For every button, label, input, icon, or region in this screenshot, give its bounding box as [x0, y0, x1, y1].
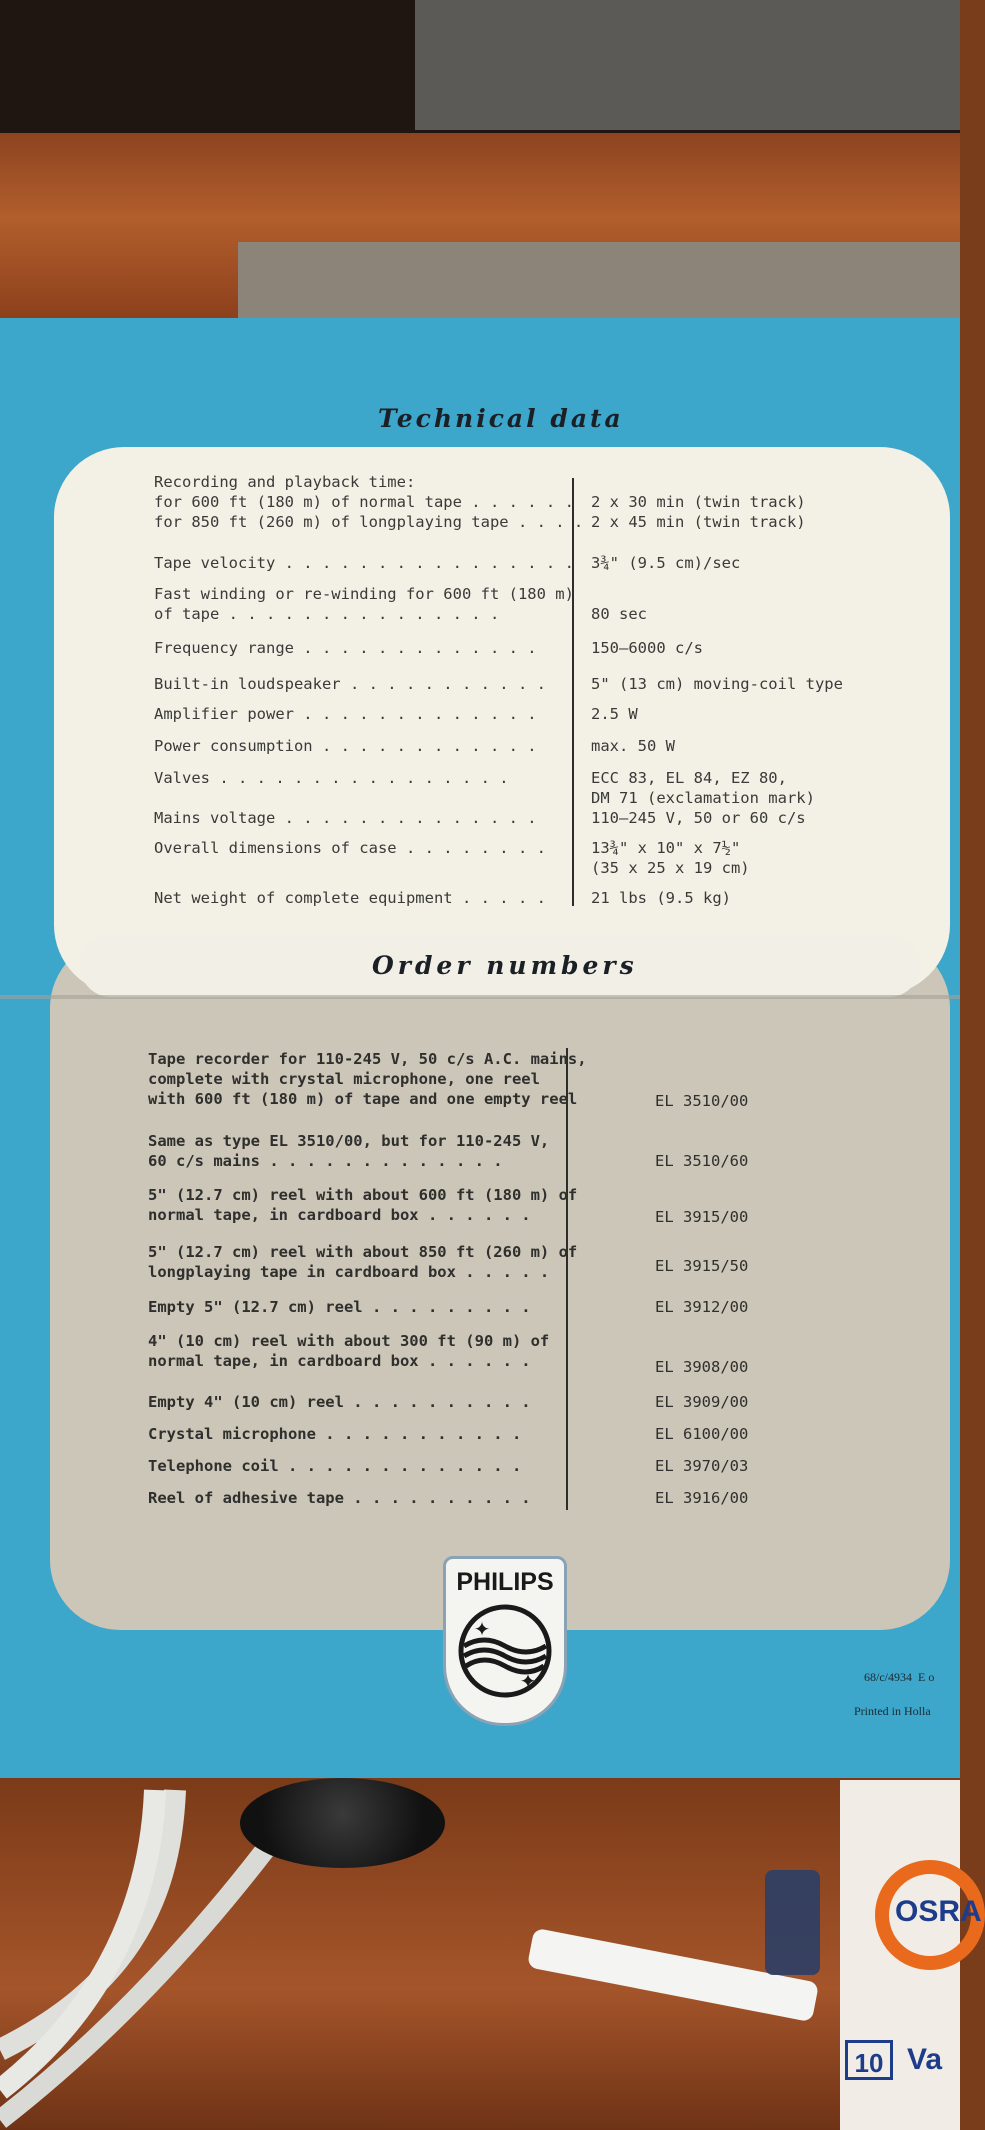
philips-shield-icon — [456, 1602, 554, 1700]
spec-value: 13¾" x 10" x 7½" (35 x 25 x 19 cm) — [591, 839, 750, 877]
order-label: 4" (10 cm) reel with about 300 ft (90 m) of normal tape, in cardboard box . . . . . . — [148, 1332, 550, 1370]
spec-label: Mains voltage . . . . . . . . . . . . . . — [154, 809, 537, 827]
spec-value: 3¾" (9.5 cm)/sec — [591, 554, 741, 572]
spec-label: Tape velocity . . . . . . . . . . . . . . . . — [154, 554, 574, 572]
spec-value: ECC 83, EL 84, EZ 80, DM 71 (exclamation mark) — [591, 769, 815, 807]
order-value: EL 3970/03 — [655, 1457, 749, 1475]
spec-label: Recording and playback time: for 600 ft (180 m) of normal tape . . . . . . for 850 ft (260 m) of longplaying tape . . . . — [154, 473, 584, 531]
spec-label: Power consumption . . . . . . . . . . . . — [154, 737, 537, 755]
order-value: EL 3916/00 — [655, 1489, 749, 1507]
spec-label: Fast winding or re-winding for 600 ft (180 m) of tape . . . . . . . . . . . . . . . — [154, 585, 574, 623]
order-label: Empty 4" (10 cm) reel . . . . . . . . . . — [148, 1393, 531, 1411]
spec-label: Net weight of complete equipment . . . . . — [154, 889, 546, 907]
spec-label: Amplifier power . . . . . . . . . . . . . — [154, 705, 537, 723]
svg-text:✦: ✦ — [519, 1669, 537, 1693]
box-number: 10 — [845, 2040, 893, 2080]
svg-text:✦: ✦ — [473, 1617, 491, 1641]
osram-brand-text: OSRA — [895, 1895, 982, 1928]
order-numbers-title: Order numbers — [372, 951, 638, 980]
order-value: EL 3510/00 — [655, 1092, 749, 1110]
print-code: 68/c/4934 E o — [864, 1670, 935, 1684]
order-value: EL 3912/00 — [655, 1298, 749, 1316]
order-value: EL 3510/60 — [655, 1152, 749, 1170]
order-value: EL 6100/00 — [655, 1425, 749, 1443]
white-cable — [0, 1790, 270, 2130]
order-label: Tape recorder for 110-245 V, 50 c/s A.C. mains, complete with crystal microphone, one reel with 600 ft (180 m) of tape and one empty reel — [148, 1050, 587, 1108]
black-knob — [240, 1778, 445, 1868]
order-value: EL 3909/00 — [655, 1393, 749, 1411]
order-label: Same as type EL 3510/00, but for 110-245 V, 60 c/s mains . . . . . . . . . . . . . — [148, 1132, 550, 1170]
spec-value: 2.5 W — [591, 705, 638, 723]
box-word: Va — [907, 2043, 943, 2076]
spec-label: Frequency range . . . . . . . . . . . . . — [154, 639, 537, 657]
order-value: EL 3915/00 — [655, 1208, 749, 1226]
order-value: EL 3915/50 — [655, 1257, 749, 1275]
spec-value: max. 50 W — [591, 737, 675, 755]
background-grey-object — [415, 0, 960, 130]
order-label: 5" (12.7 cm) reel with about 850 ft (260 m) of longplaying tape in cardboard box . . . . . — [148, 1243, 578, 1281]
spec-value: 2 x 30 min (twin track) 2 x 45 min (twin track) — [591, 493, 806, 531]
fold-crease — [0, 995, 960, 999]
philips-logo-text: PHILIPS — [456, 1568, 554, 1596]
order-label: Crystal microphone . . . . . . . . . . . — [148, 1425, 522, 1443]
glass-vial — [765, 1870, 820, 1975]
order-value: EL 3908/00 — [655, 1358, 749, 1376]
spec-value: 5" (13 cm) moving-coil type — [591, 675, 843, 693]
spec-label: Overall dimensions of case . . . . . . . . — [154, 839, 546, 857]
order-label: Reel of adhesive tape . . . . . . . . . . — [148, 1489, 531, 1507]
order-label: Telephone coil . . . . . . . . . . . . . — [148, 1457, 522, 1475]
spec-value: 150—6000 c/s — [591, 639, 703, 657]
technical-data-title: Technical data — [378, 404, 624, 433]
technical-divider — [572, 478, 574, 906]
order-panel — [50, 938, 950, 1630]
spec-label: Built-in loudspeaker . . . . . . . . . . . — [154, 675, 546, 693]
spec-value: 80 sec — [591, 605, 647, 623]
spec-value: 110—245 V, 50 or 60 c/s — [591, 809, 806, 827]
spec-value: 21 lbs (9.5 kg) — [591, 889, 731, 907]
spec-label: Valves . . . . . . . . . . . . . . . . — [154, 769, 509, 787]
printed-in: Printed in Holla — [854, 1704, 931, 1718]
order-label: Empty 5" (12.7 cm) reel . . . . . . . . . — [148, 1298, 531, 1316]
order-label: 5" (12.7 cm) reel with about 600 ft (180 m) of normal tape, in cardboard box . . . . . . — [148, 1186, 578, 1224]
